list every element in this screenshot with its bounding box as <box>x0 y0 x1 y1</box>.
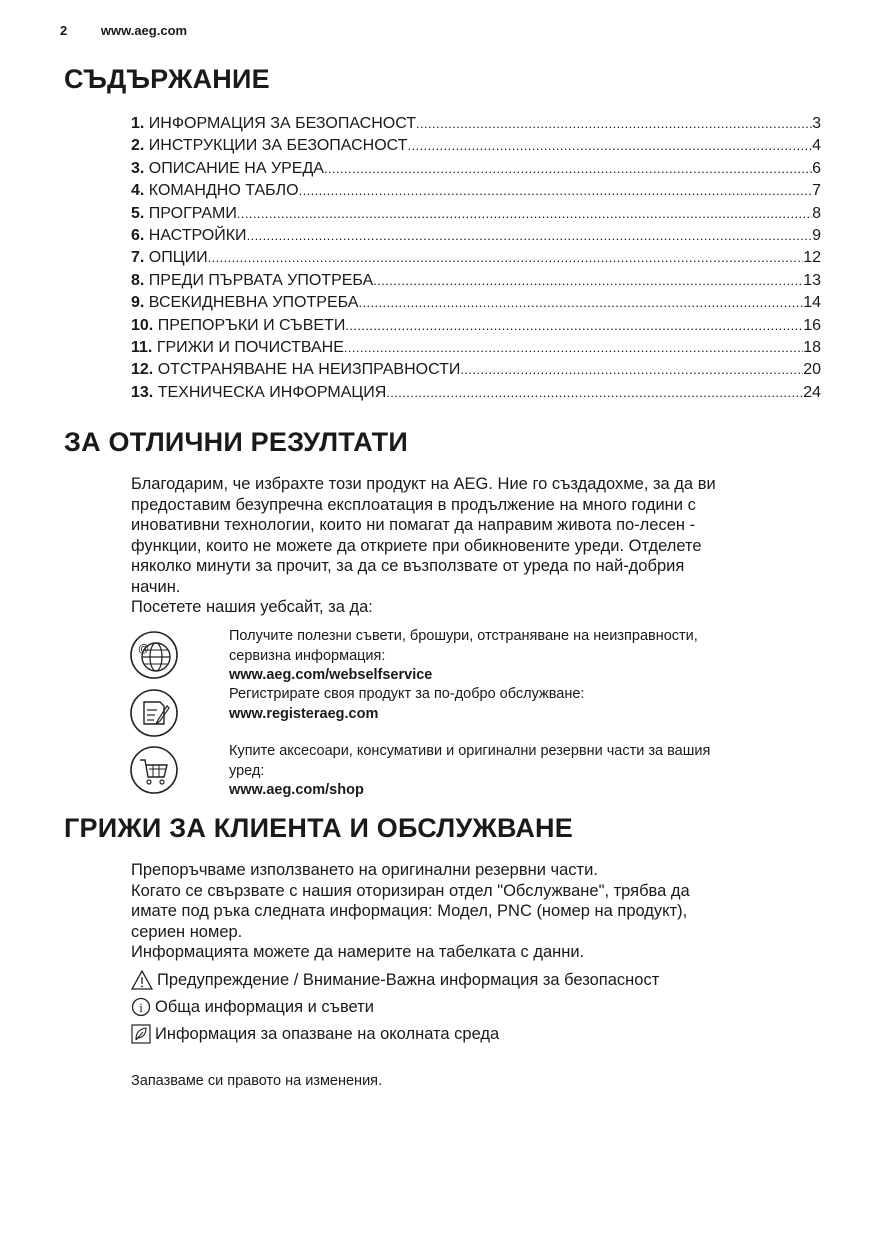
text-line: имате под ръка следната информация: Модел, PNC (номер на продукт), <box>131 902 688 920</box>
toc-text: ОПИСАНИЕ НА УРЕДА <box>148 159 324 177</box>
dot-leader <box>373 270 803 292</box>
toc-page: 24 <box>803 383 821 401</box>
toc-text: ОПЦИИ <box>148 249 208 267</box>
toc-page: 3 <box>812 115 821 132</box>
toc-label <box>131 113 416 135</box>
care-title: ГРИЖИ ЗА КЛИЕНТА И ОБСЛУЖВАНЕ <box>64 813 573 843</box>
toc-item[interactable] <box>131 359 821 381</box>
environment-leaf-icon <box>131 1024 151 1044</box>
website: www.aeg.com <box>100 23 188 38</box>
toc-label <box>131 359 460 381</box>
toc-item[interactable] <box>131 135 821 157</box>
toc-page: 13 <box>803 271 821 289</box>
symbol-text: Обща информация и съвети <box>155 998 374 1016</box>
text-line: Когато се свързвате с нашия оторизиран отдел "Обслужване", трябва да <box>131 881 690 900</box>
register-document-icon <box>129 688 179 738</box>
toc-number: 2. <box>131 137 145 155</box>
toc-number: 5. <box>131 204 145 222</box>
dot-leader <box>386 382 803 404</box>
toc-item[interactable] <box>131 113 821 135</box>
link-url[interactable]: www.registeraeg.com <box>229 705 379 722</box>
toc-text: КОМАНДНО ТАБЛО <box>148 182 299 200</box>
symbol-text: Предупреждение / Внимание-Важна информация за безопасност <box>157 971 660 989</box>
toc-label <box>131 135 407 157</box>
toc-number: 1. <box>131 115 145 132</box>
dot-leader <box>345 315 803 337</box>
toc-text: ПРОГРАМИ <box>148 204 237 222</box>
text-line: сериен номер. <box>131 922 243 941</box>
text-line: Информацията можете да намерите на табелката с данни. <box>131 943 585 961</box>
warning-icon <box>131 970 153 990</box>
toc-page: 6 <box>812 159 821 177</box>
toc-text: НАСТРОЙКИ <box>148 226 247 244</box>
info-icon <box>131 997 151 1017</box>
toc-label <box>131 382 386 404</box>
toc-label <box>131 225 247 247</box>
table-of-contents <box>131 113 821 404</box>
toc-label <box>131 180 299 202</box>
toc-number: 9. <box>131 294 145 312</box>
symbol-warning <box>131 969 659 991</box>
toc-label <box>131 203 237 225</box>
dot-leader <box>460 359 803 381</box>
toc-item[interactable] <box>131 225 821 247</box>
care-text <box>131 860 821 963</box>
toc-item[interactable] <box>131 337 821 359</box>
toc-text: ВСЕКИДНЕВНА УПОТРЕБА <box>148 294 359 312</box>
toc-label <box>131 158 324 180</box>
toc-label <box>131 247 208 269</box>
page-header <box>60 23 217 38</box>
toc-text: ПРЕПОРЪКИ И СЪВЕТИ <box>157 316 346 334</box>
toc-page: 12 <box>803 249 821 267</box>
toc-number: 3. <box>131 159 145 177</box>
dot-leader <box>208 247 804 269</box>
toc-item[interactable] <box>131 292 821 314</box>
toc-number: 12. <box>131 361 154 379</box>
dot-leader <box>299 180 813 202</box>
svg-text:@: @ <box>138 643 150 655</box>
toc-number: 7. <box>131 249 145 267</box>
toc-item[interactable] <box>131 247 821 269</box>
toc-label <box>131 292 358 314</box>
toc-label <box>131 270 373 292</box>
link-url[interactable]: www.aeg.com/webselfservice <box>229 667 433 683</box>
link-desc: Регистрирате своя продукт за по-добро обслужване: <box>229 686 585 702</box>
text-line: Препоръчваме използването на оригинални резервни части. <box>131 861 598 879</box>
toc-title: СЪДЪРЖАНИЕ <box>64 64 270 94</box>
toc-label <box>131 315 345 337</box>
toc-text: ГРИЖИ И ПОЧИСТВАНЕ <box>156 338 344 356</box>
text-line: иновативни технологии, които ни помагат да направим живота по-лесен - <box>131 516 696 534</box>
shopping-cart-icon <box>129 745 179 795</box>
text-line: Посетете нашия уебсайт, за да: <box>131 598 373 616</box>
toc-item[interactable] <box>131 315 821 337</box>
link-desc: Купите аксесоари, консумативи и оригинални резервни части за вашия <box>229 743 711 759</box>
text-line: Благодарим, че избрахте този продукт на AEG. Ние го създадохме, за да ви <box>131 475 716 493</box>
link-url[interactable]: www.aeg.com/shop <box>229 782 364 798</box>
link-desc: Получите полезни съвети, брошури, отстраняване на неизправности, <box>229 628 698 644</box>
dot-leader <box>324 158 812 180</box>
footer-note: Запазваме си правото на изменения. <box>131 1073 383 1089</box>
toc-text: ИНФОРМАЦИЯ ЗА БЕЗОПАСНОСТ <box>148 115 416 132</box>
toc-page: 7 <box>812 182 821 200</box>
toc-page: 16 <box>803 316 821 334</box>
svg-text:i: i <box>139 1000 143 1015</box>
toc-number: 10. <box>131 316 154 334</box>
dot-leader <box>247 225 813 247</box>
toc-number: 13. <box>131 383 154 401</box>
toc-text: ОТСТРАНЯВАНЕ НА НЕИЗПРАВНОСТИ <box>157 361 461 379</box>
toc-text: ТЕХНИЧЕСКА ИНФОРМАЦИЯ <box>157 383 387 401</box>
text-line: предоставим безупречна експлоатация в продължение на много години с <box>131 495 696 514</box>
toc-page: 18 <box>803 338 821 356</box>
toc-item[interactable] <box>131 203 821 225</box>
toc-number: 4. <box>131 182 145 200</box>
globe-at-icon <box>129 630 179 680</box>
dot-leader <box>344 337 803 359</box>
results-title: ЗА ОТЛИЧНИ РЕЗУЛТАТИ <box>64 427 408 457</box>
toc-page: 8 <box>812 204 821 222</box>
symbol-environment <box>131 1023 499 1045</box>
dot-leader <box>407 135 812 157</box>
symbol-info <box>131 996 374 1018</box>
link-desc: сервизна информация: <box>229 647 386 664</box>
results-text <box>131 474 821 618</box>
toc-text: ИНСТРУКЦИИ ЗА БЕЗОПАСНОСТ <box>148 137 408 155</box>
dot-leader <box>416 113 812 135</box>
link-desc: уред: <box>229 762 265 779</box>
symbol-text: Информация за опазване на околната среда <box>155 1025 500 1043</box>
toc-item[interactable] <box>131 382 821 404</box>
dot-leader <box>358 292 803 314</box>
toc-item[interactable] <box>131 270 821 292</box>
toc-page: 20 <box>803 361 821 379</box>
dot-leader <box>237 203 812 225</box>
toc-text: ПРЕДИ ПЪРВАТА УПОТРЕБА <box>148 271 374 289</box>
toc-item[interactable] <box>131 158 821 180</box>
text-line: начин. <box>131 577 181 596</box>
toc-page: 4 <box>812 137 821 155</box>
page-number: 2 <box>60 23 68 38</box>
toc-item[interactable] <box>131 180 821 202</box>
toc-number: 6. <box>131 226 145 244</box>
text-line: функции, които не можете да откриете при обикновените уреди. Отделете <box>131 536 702 555</box>
toc-page: 14 <box>803 294 821 312</box>
toc-number: 8. <box>131 271 145 289</box>
toc-page: 9 <box>812 226 821 244</box>
text-line: няколко минути за прочит, за да се възползвате от уреда по най-добрия <box>131 557 685 575</box>
toc-label <box>131 337 344 359</box>
toc-number: 11. <box>131 338 153 356</box>
